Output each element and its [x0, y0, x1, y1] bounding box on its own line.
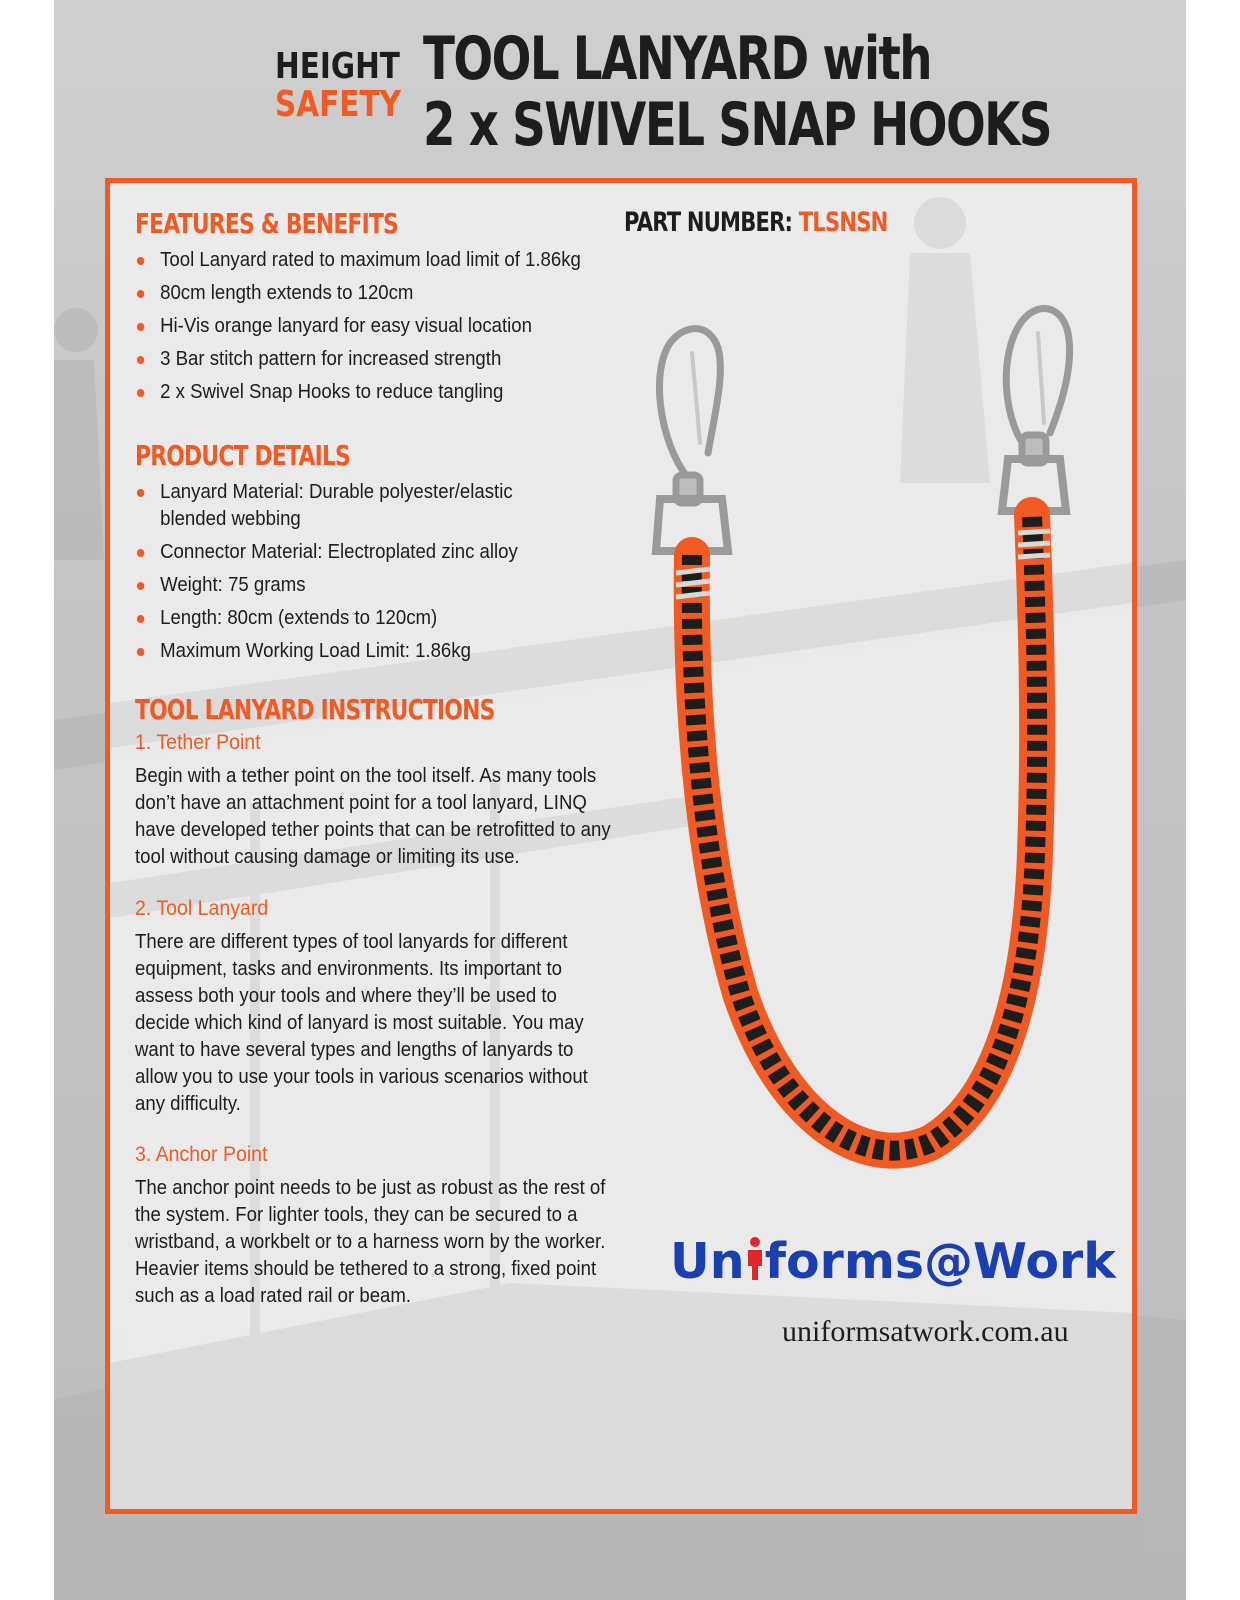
details-list [135, 479, 555, 671]
bullet-icon [137, 489, 144, 497]
bullet-icon [137, 582, 144, 590]
step-3-title: 3. Anchor Point [135, 1143, 268, 1166]
bullet-icon [137, 549, 144, 557]
features-list [135, 247, 635, 412]
left-snap-hook-icon [656, 329, 728, 551]
detail-item: Length: 80cm (extends to 120cm) [135, 605, 526, 632]
page-title [423, 26, 1051, 158]
detail-item: Weight: 75 grams [135, 572, 526, 599]
step-1-body: Begin with a tether point on the tool itself. As many tools don’t have an attachment point for a tool lanyard, LINQ have developed tether points that can be retrofitted to any tool without causing damage or limiting its use. [135, 765, 611, 868]
part-number-label: PART NUMBER: [624, 207, 799, 238]
step-2-title: 2. Tool Lanyard [135, 897, 269, 920]
detail-item: Maximum Working Load Limit: 1.86kg [135, 638, 526, 665]
right-snap-hook-icon [1002, 309, 1070, 512]
step-1-title: 1. Tether Point [135, 731, 261, 754]
uniforms-at-work-logo [670, 1233, 1116, 1294]
part-number [624, 207, 887, 238]
step-2-body: There are different types of tool lanyards for different equipment, tasks and environments. Its important to assess both your tools and where they’ll be used to decide which kind of lanyard is most suitable. You may want to have several types and lengths of lanyards to allow you to use your tools in various scenarios without any difficulty. [135, 931, 588, 1115]
feature-item: Hi-Vis orange lanyard for easy visual location [135, 313, 600, 340]
part-number-value: TLSNSN [798, 207, 888, 238]
instructions-heading: TOOL LANYARD INSTRUCTIONS [135, 693, 495, 726]
details-heading: PRODUCT DETAILS [135, 439, 351, 472]
bullet-icon [137, 389, 144, 397]
logo-text-end: forms@Work [764, 1233, 1116, 1290]
feature-item: Tool Lanyard rated to maximum load limit of 1.86kg [135, 247, 600, 274]
brand-line-1: HEIGHT [275, 46, 400, 87]
bullet-icon [137, 356, 144, 364]
bullet-icon [137, 290, 144, 298]
bullet-icon [137, 257, 144, 265]
person-icon [746, 1236, 764, 1294]
detail-item: Connector Material: Electroplated zinc alloy [135, 539, 526, 566]
title-line-2: 2 x SWIVEL SNAP HOOKS [423, 90, 1052, 160]
features-heading: FEATURES & BENEFITS [135, 207, 399, 240]
bullet-icon [137, 323, 144, 331]
feature-item: 80cm length extends to 120cm [135, 280, 600, 307]
logo-text-start: Un [670, 1233, 745, 1290]
feature-item: 3 Bar stitch pattern for increased strength [135, 346, 600, 373]
lanyard-cord [692, 515, 1037, 1151]
feature-item: 2 x Swivel Snap Hooks to reduce tangling [135, 379, 600, 406]
brand-line-2: SAFETY [275, 84, 401, 125]
bar-tack-stitches [676, 531, 1050, 597]
step-3-body: The anchor point needs to be just as robust as the rest of the system. For lighter tools, they can be secured to a wristband, a workbelt or to a harness worn by the worker. Heavier items should be tethered to a strong, fixed point such as a load rated rail or beam. [135, 1177, 606, 1307]
bullet-icon [137, 615, 144, 623]
detail-item: Lanyard Material: Durable polyester/elastic blended webbing [135, 479, 526, 533]
lanyard-product-image [630, 293, 1090, 1193]
website-url: uniformsatwork.com.au [782, 1315, 1069, 1348]
height-safety-tag [275, 48, 401, 124]
bullet-icon [137, 648, 144, 656]
content-panel [105, 178, 1137, 1514]
title-line-1: TOOL LANYARD with [423, 24, 932, 94]
